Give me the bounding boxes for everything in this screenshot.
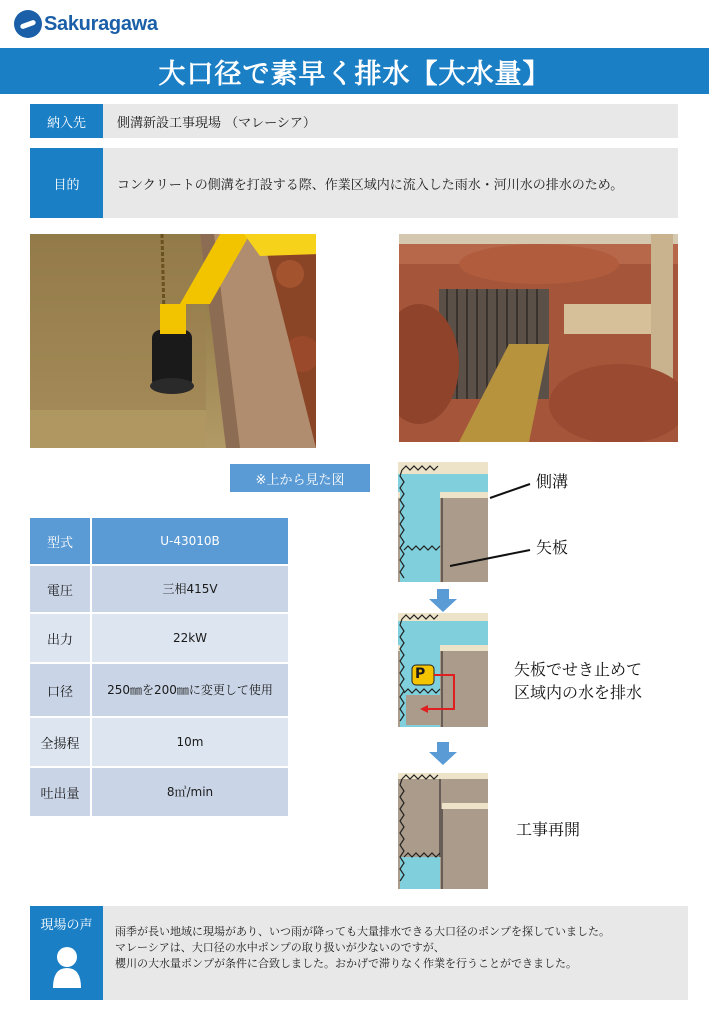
site-photo [399,234,678,442]
bore-line-1: 250㎜を200㎜に [107,682,201,697]
spec-row-discharge [30,768,288,818]
spec-value: 8㎥/min [92,768,288,816]
purpose-label: 目的 [30,148,103,218]
down-arrow-icon [428,589,458,613]
spec-key: 口径 [30,664,92,716]
diagram-callout-lines [440,470,540,580]
delivery-label: 納入先 [30,104,103,138]
label-ditch: 側溝 [536,472,569,491]
spec-row-output [30,614,288,664]
page-title: 大口径で素早く排水【大水量】 [0,48,709,94]
spec-key: 全揚程 [30,718,92,766]
spec-key: 電圧 [30,566,92,612]
spec-value: 三相415V [92,566,288,612]
spec-key: 型式 [30,518,92,564]
top-view-note: ※上から見た図 [230,464,370,492]
pump-photo [30,234,316,448]
brand-logo [14,8,158,40]
spec-key: 吐出量 [30,768,92,816]
voice-label-box [30,906,103,1000]
voice-label: 現場の声 [40,918,93,933]
bore-line-2: 変更して使用 [200,682,273,697]
voice-line-2: マレーシアは、大口径の水中ポンプの取り扱いが少ないのですが、 [115,940,445,954]
delivery-value: 側溝新設工事現場 （マレーシア） [103,104,678,138]
voice-line-1: 雨季が長い地域に現場があり、いつ雨が降っても大量排水できる大口径のポンプを探していました。 [115,925,610,938]
spec-value: 22kW [92,614,288,662]
logo-text: Sakuragawa [44,12,158,35]
spec-key: 出力 [30,614,92,662]
spec-header-row [30,518,288,566]
diagram-step-2 [398,613,488,727]
diagram-step-3 [398,773,488,889]
spec-row-head [30,718,288,768]
spec-table [30,518,288,818]
spec-value [92,664,288,716]
person-icon [52,946,82,988]
voice-text [103,906,688,1000]
label-sheet-pile: 矢板 [536,538,569,557]
spec-value: 10m [92,718,288,766]
sakuragawa-logo-icon [14,10,42,38]
step3-text: 工事再開 [516,820,581,839]
down-arrow-icon [428,742,458,766]
voice-line-3: 櫻川の大水量ポンプが条件に合致しました。おかげで滞りなく作業を行うことができました。 [115,956,577,970]
spec-row-voltage [30,566,288,614]
spec-row-bore [30,664,288,718]
step2-text [514,658,642,704]
purpose-value: コンクリートの側溝を打設する際、作業区域内に流入した雨水・河川水の排水のため。 [103,148,678,218]
spec-value: U-43010B [92,518,288,564]
step2-line-2: 区域内の水を排水 [514,683,643,703]
step2-line-1: 矢板でせき止めて [514,660,643,679]
pump-marker: P [415,666,426,682]
